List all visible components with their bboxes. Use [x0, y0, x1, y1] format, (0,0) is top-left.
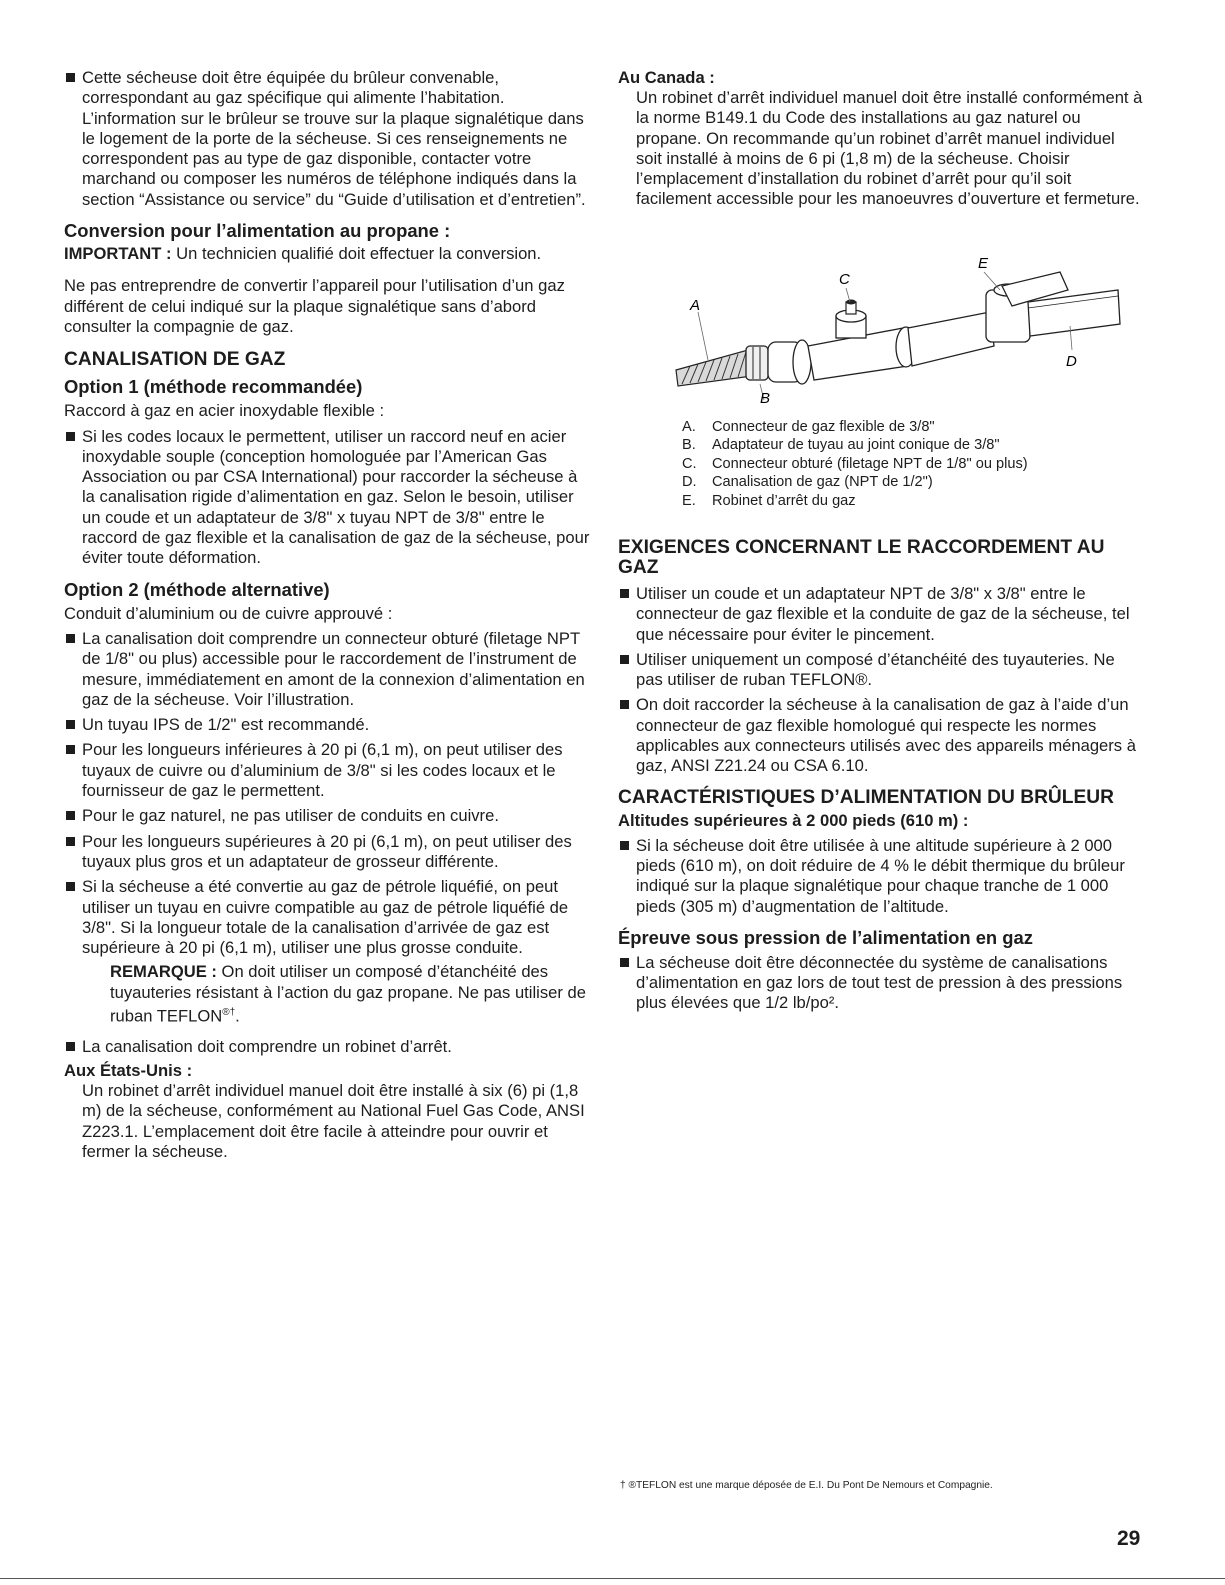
- diagram-legend: [682, 418, 1142, 510]
- exigences-bullet: Utiliser uniquement un composé d’étanchéité des tuyauteries. Ne pas utiliser de ruban TEFLON®.: [618, 650, 1143, 691]
- option1-heading: Option 1 (méthode recommandée): [64, 376, 363, 398]
- option2-bullet: Si la sécheuse a été convertie au gaz de pétrole liquéfié, on peut utiliser un tuyau en cuivre compatible au gaz de pétrole liquéfié de 3/8". Si la longueur totale de la canalisation d’arrivée de gaz est supérieure à 20 pi (6,1 m), utiliser une plus grosse conduite.: [64, 877, 594, 958]
- gas-connection-diagram: [668, 250, 1138, 410]
- option2-bullet: La canalisation doit comprendre un connecteur obturé (filetage NPT de 1/8" ou plus) accessible pour le raccordement de l’instrument de mesure, immédiatement en amont de la connexion d’alimentation en gaz de la sécheuse. Voir l’illustration.: [64, 629, 594, 710]
- robinet-bullet: La canalisation doit comprendre un robinet d’arrêt.: [64, 1037, 594, 1057]
- epreuve-bullet: La sécheuse doit être déconnectée du système de canalisations d’alimentation en gaz lors de tout test de pression à des pressions plus élevées que 1/2 lb/po².: [618, 953, 1143, 1014]
- option2-intro: Conduit d’aluminium ou de cuivre approuvé :: [64, 603, 393, 623]
- flexible-connector-illustration: [676, 350, 752, 386]
- canada-paragraph: Un robinet d’arrêt individuel manuel doit être installé conformément à la norme B149.1 du Code des installations au gaz naturel ou propane. On recommande qu’un robinet d’arrêt manuel individuel soit installé à moins de 6 pi (1,8 m) de la sécheuse. Choisir l’emplacement d’installation du robinet d’arrêt pour qu’il soit facilement accessible pour les manoeuvres d’ouverture et fermeture.: [636, 88, 1143, 209]
- option1-bullet: Si les codes locaux le permettent, utiliser un raccord neuf en acier inoxydable souple (conception homologuée par l’American Gas Association ou par CSA International) pour raccorder la sécheuse à la canalisation rigide d’alimentation en gaz. Selon le besoin, utiliser un coude et un adaptateur de 3/8" x tuyau NPT de 3/8" entre le raccord de gaz flexible et la canalisation de gaz de la sécheuse, pour éviter toute déformation.: [64, 427, 594, 569]
- option2-bullet: Un tuyau IPS de 1/2" est recommandé.: [64, 715, 594, 735]
- remarque-note: REMARQUE : On doit utiliser un composé d’étanchéité des tuyauteries résistant à l’action du gaz propane. Ne pas utiliser de ruban TEFLON®†.: [110, 962, 586, 1026]
- caracteristiques-heading: CARACTÉRISTIQUES D’ALIMENTATION DU BRÛLEUR: [618, 786, 1115, 808]
- canalisation-heading: CANALISATION DE GAZ: [64, 349, 286, 371]
- exigences-heading: EXIGENCES CONCERNANT LE RACCORDEMENT AU GAZ: [618, 537, 1105, 578]
- canada-heading: Au Canada :: [618, 68, 715, 87]
- right-column-lower: [618, 538, 1143, 1019]
- bottom-rule: [0, 1578, 1225, 1579]
- legend-item: E. Robinet d’arrêt du gaz: [682, 492, 856, 509]
- legend-item: A. Connecteur de gaz flexible de 3/8": [682, 419, 935, 435]
- conversion-heading: Conversion pour l’alimentation au propane :: [64, 220, 451, 242]
- option2-bullet: Pour les longueurs inférieures à 20 pi (6,1 m), on peut utiliser des tuyaux de cuivre ou d’aluminium de 3/8" si les codes locaux et le fournisseur de gaz le permettent.: [64, 740, 594, 801]
- tee-capped-connector-illustration: [808, 300, 916, 381]
- altitudes-bullet: Si la sécheuse doit être utilisée à une altitude supérieure à 2 000 pieds (610 m), on doit réduire de 4 % le débit thermique du brûleur indiqué sur la plaque signalétique pour chaque tranche de 1 000 pieds (305 m) d’augmentation de l’altitude.: [618, 836, 1143, 917]
- option2-heading: Option 2 (méthode alternative): [64, 578, 330, 600]
- conversion-paragraph: Ne pas entreprendre de convertir l’appareil pour l’utilisation d’un gaz différent de celui indiqué sur la plaque signalétique sans d’abord consulter la compagnie de gaz.: [64, 276, 565, 336]
- diagram-label-d: D: [1066, 353, 1077, 370]
- right-column: [618, 68, 1143, 210]
- exigences-bullet: On doit raccorder la sécheuse à la canalisation de gaz à l’aide d’un connecteur de gaz flexible homologué qui respecte les normes applicables aux connecteurs utilisés avec des appareils ménagers à gaz, ANSI Z21.24 ou CSA 6.10.: [618, 695, 1143, 776]
- gas-pipe-illustration: [908, 272, 1120, 366]
- legend-item: C. Connecteur obturé (filetage NPT de 1/8" ou plus): [682, 455, 1028, 472]
- usa-heading: Aux États-Unis :: [64, 1061, 193, 1081]
- left-column: [64, 68, 594, 1162]
- option2-bullet: Pour le gaz naturel, ne pas utiliser de conduits en cuivre.: [64, 806, 594, 826]
- legend-item: D. Canalisation de gaz (NPT de 1/2"): [682, 474, 933, 491]
- page-number: 29: [1117, 1527, 1141, 1550]
- important-note: IMPORTANT : Un technicien qualifié doit effectuer la conversion.: [64, 244, 542, 264]
- diagram-label-a: A: [690, 297, 701, 314]
- option1-intro: Raccord à gaz en acier inoxydable flexible :: [64, 401, 385, 421]
- altitudes-heading: Altitudes supérieures à 2 000 pieds (610 m) :: [618, 810, 969, 830]
- bullet-square: [66, 432, 75, 441]
- burner-bullet: Cette sécheuse doit être équipée du brûleur convenable, correspondant au gaz spécifique qui alimente l’habitation. L’information sur le brûleur se trouve sur la plaque signalétique dans le logement de la porte de la sécheuse. Si ces renseignements ne correspondent pas au type de gaz disponible, contacter votre marchand ou composer les numéros de téléphone indiqués dans la section “Assistance ou service” du “Guide d’utilisation et d’entretien”.: [64, 68, 594, 210]
- epreuve-heading: Épreuve sous pression de l’alimentation en gaz: [618, 926, 1033, 948]
- option2-bullet: Pour les longueurs supérieures à 20 pi (6,1 m), on peut utiliser des tuyaux plus gros et un adaptateur de grosseur différente.: [64, 832, 594, 873]
- diagram-label-c: C: [839, 271, 850, 288]
- exigences-bullet: Utiliser un coude et un adaptateur NPT de 3/8" x 3/8" entre le connecteur de gaz flexible et la conduite de gaz de la sécheuse, tel que nécessaire pour éviter le pincement.: [618, 584, 1143, 645]
- diagram-label-e: E: [978, 255, 989, 272]
- diagram-label-b: B: [760, 390, 771, 407]
- legend-item: B. Adaptateur de tuyau au joint conique de 3/8": [682, 437, 1000, 454]
- usa-paragraph: Un robinet d’arrêt individuel manuel doit être installé à six (6) pi (1,8 m) de la sécheuse, conformément au National Fuel Gas Code, ANSI Z223.1. L’emplacement doit être facile à atteindre pour ouvrir et fermer la sécheuse.: [82, 1081, 585, 1161]
- adapter-illustration: [746, 340, 811, 384]
- footnote: † ®TEFLON est une marque déposée de E.I. Du Pont De Nemours et Compagnie.: [620, 1480, 993, 1491]
- bullet-square: [66, 73, 75, 82]
